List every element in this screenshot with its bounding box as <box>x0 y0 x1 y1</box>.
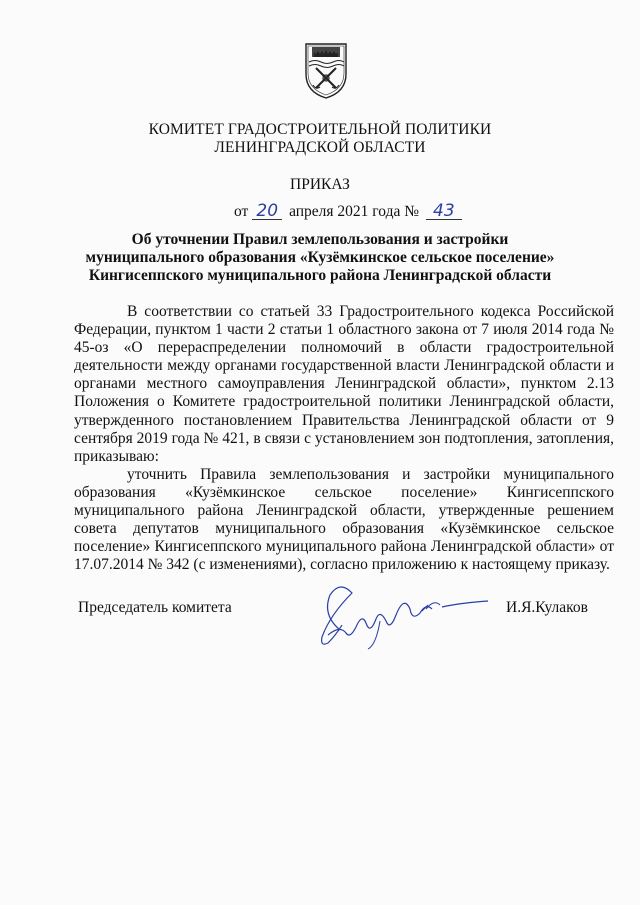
order-title-line2: муниципального образования «Кузёмкинское сельское поселение» <box>85 249 555 266</box>
handwritten-document-number: 43 <box>426 204 462 220</box>
order-title-line1: Об уточнении Правил землепользования и застройки <box>131 231 509 248</box>
body-paragraph-preamble: В соответствии со статьей 33 Градостроительного кодекса Российской Федерации, пунктом 1 части 2 статьи 1 областного закона от 7 июля 2014 года № 45-оз «О перераспределении полномочий в области градостроительной деятельности между органами государственной власти Ленинградской области и органами местного самоуправления Ленинградской области», пунктом 2.13 Положения о Комитете градостроительной политики Ленинградской области, утвержденного постановлением Правительства Ленинградской области от 9 сентября 2019 года № 421, в связи с установлением зон подтопления, затопления, приказываю: <box>74 303 614 465</box>
signatory-role: Председатель комитета <box>78 599 232 616</box>
handwritten-signature-icon <box>300 575 490 655</box>
order-title-line3: Кингисеппского муниципального района Ленинградской области <box>88 267 552 284</box>
signatory-name: И.Я.Кулаков <box>506 599 588 616</box>
body-paragraph-order: уточнить Правила землепользования и застройки муниципального образования «Кузёмкинское сельское поселение» Кингисеппского муниципального района Ленинградской области, утвержденные решением совета депутатов муниципального образования «Кузёмкинское сельское поселение» Кингисеппского муниципального района Ленинградской области» от 17.07.2014 № 342 (с изменениями), согласно приложению к настоящему приказу. <box>74 466 614 574</box>
handwritten-date-day: 20 <box>252 204 282 220</box>
organization-name-line1: КОМИТЕТ ГРАДОСТРОИТЕЛЬНОЙ ПОЛИТИКИ <box>148 121 492 138</box>
date-prefix: от <box>234 203 249 220</box>
date-rest: апреля 2021 года № <box>289 203 419 220</box>
document-type-heading: ПРИКАЗ <box>290 176 350 193</box>
organization-name-line2: ЛЕНИНГРАДСКОЙ ОБЛАСТИ <box>214 139 426 156</box>
coat-of-arms-icon <box>303 40 349 100</box>
document-date-line <box>234 203 462 221</box>
